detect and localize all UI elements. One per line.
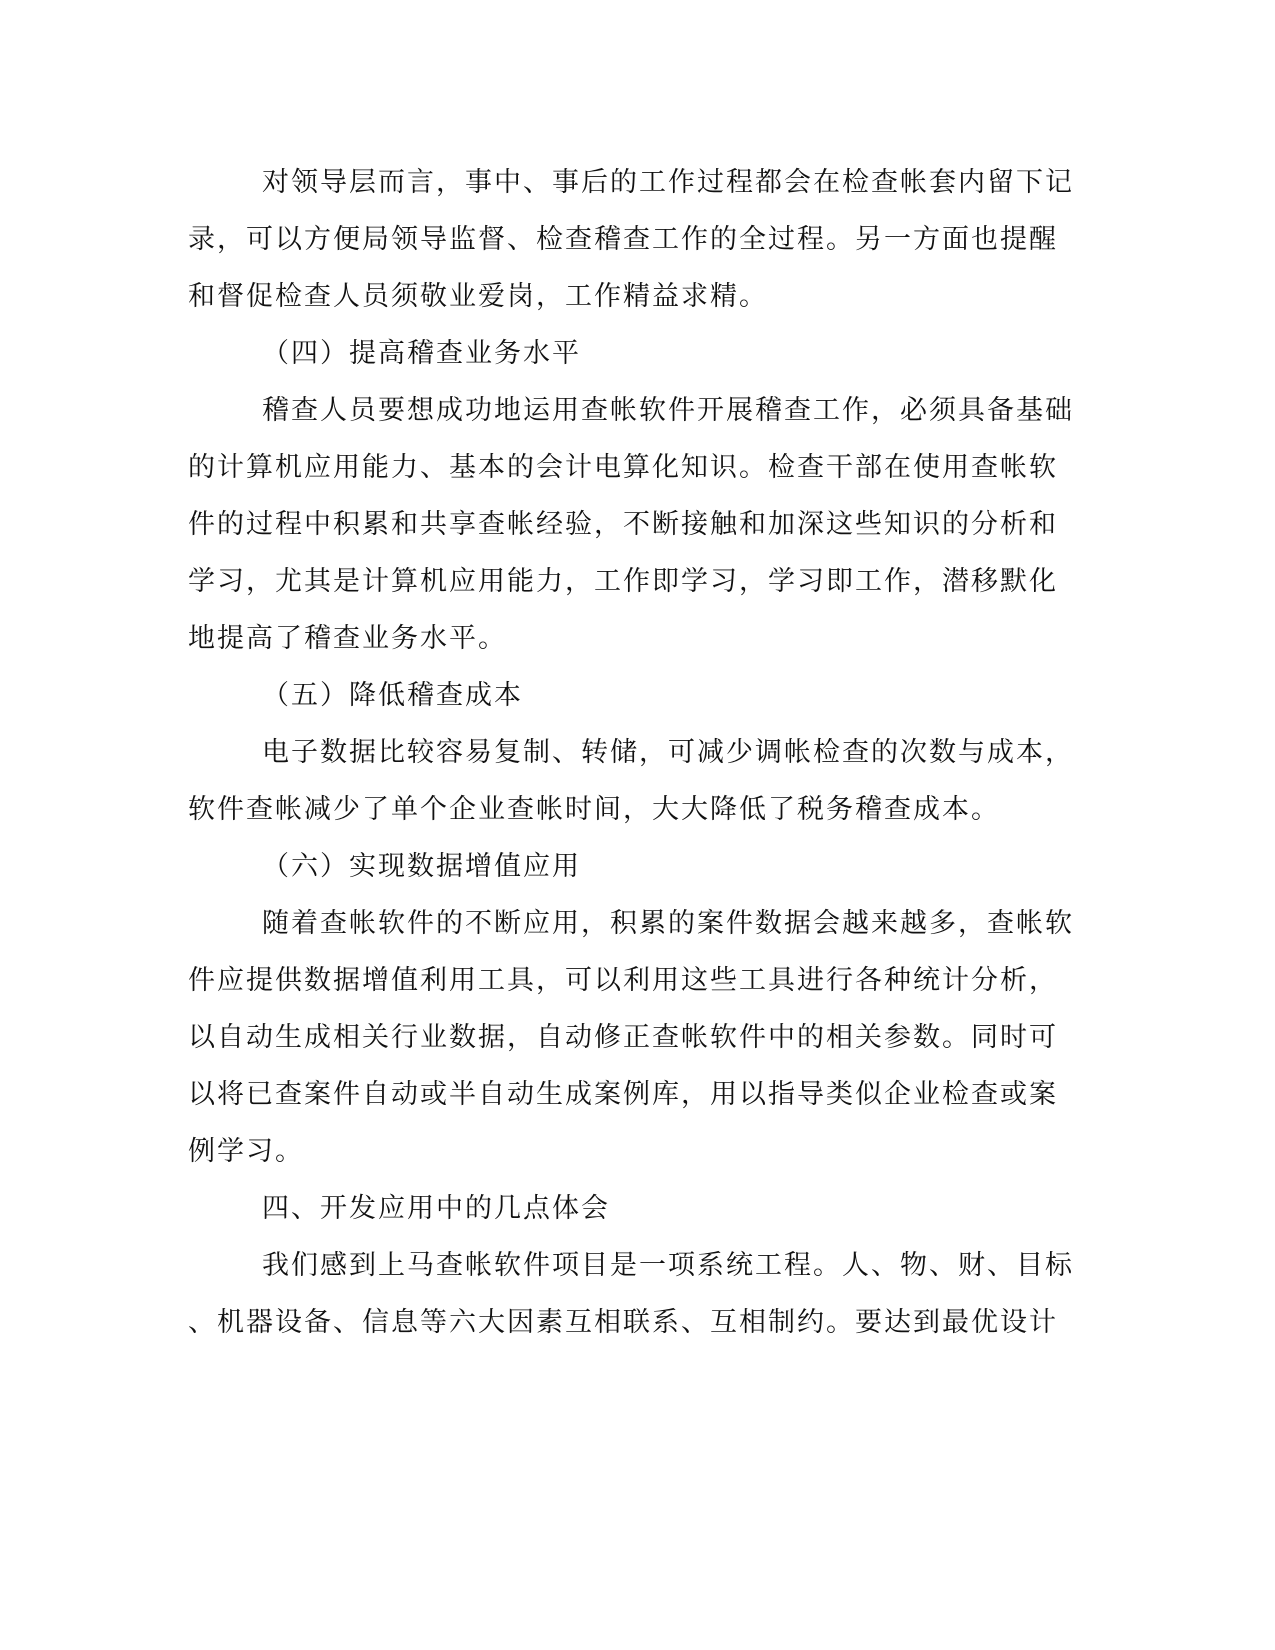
section-heading: （四）提高稽查业务水平	[262, 338, 581, 369]
paragraph-line: 以将已查案件自动或半自动生成案例库，用以指导类似企业检查或案	[188, 1079, 1058, 1110]
paragraph-line: 以自动生成相关行业数据，自动修正查帐软件中的相关参数。同时可	[188, 1022, 1058, 1053]
paragraph-line: 的计算机应用能力、基本的会计电算化知识。检查干部在使用查帐软	[188, 452, 1058, 483]
section-heading: （六）实现数据增值应用	[262, 851, 581, 882]
paragraph-line: 例学习。	[188, 1136, 304, 1167]
paragraph-line: 和督促检查人员须敬业爱岗，工作精益求精。	[188, 281, 768, 312]
section-heading: （五）降低稽查成本	[262, 680, 523, 711]
paragraph-line: 、机器设备、信息等六大因素互相联系、互相制约。要达到最优设计	[188, 1307, 1058, 1338]
paragraph-line: 地提高了稽查业务水平。	[188, 623, 507, 654]
paragraph-line: 件应提供数据增值利用工具，可以利用这些工具进行各种统计分析，	[188, 965, 1058, 996]
paragraph-line: 学习，尤其是计算机应用能力，工作即学习，学习即工作，潜移默化	[188, 566, 1058, 597]
paragraph-line: 对领导层而言，事中、事后的工作过程都会在检查帐套内留下记	[262, 167, 1074, 198]
paragraph-line: 稽查人员要想成功地运用查帐软件开展稽查工作，必须具备基础	[262, 395, 1074, 426]
paragraph-line: 电子数据比较容易复制、转储，可减少调帐检查的次数与成本，	[262, 737, 1074, 768]
paragraph-line: 录，可以方便局领导监督、检查稽查工作的全过程。另一方面也提醒	[188, 224, 1058, 255]
paragraph-line: 随着查帐软件的不断应用，积累的案件数据会越来越多，查帐软	[262, 908, 1074, 939]
section-heading: 四、开发应用中的几点体会	[262, 1193, 610, 1224]
paragraph-line: 件的过程中积累和共享查帐经验，不断接触和加深这些知识的分析和	[188, 509, 1058, 540]
paragraph-line: 软件查帐减少了单个企业查帐时间，大大降低了税务稽查成本。	[188, 794, 1000, 825]
paragraph-line: 我们感到上马查帐软件项目是一项系统工程。人、物、财、目标	[262, 1250, 1074, 1281]
